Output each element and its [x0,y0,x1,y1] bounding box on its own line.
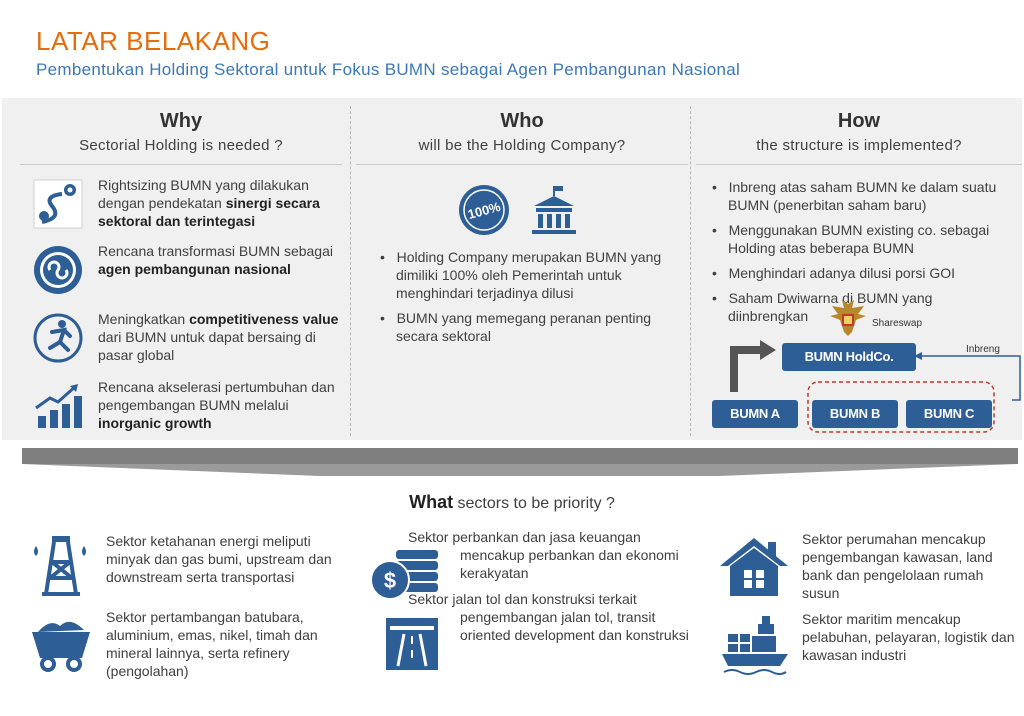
priority-sectors: What sectors to be priority ? Sektor ketahanan energi meliputi minyak dan gas bumi, upstream dan downstream serta transportasi Sektor pertambangan batubara, aluminium, emas, nikel, timah dan mineral lainnya, serta refinery (pengolahan) $ Sektor perbankan dan jasa keuangan mencakup perbankan dan ekonomi kerakyatan Sektor jalan tol dan konstruksi terkait pengembangan jalan tol, transit oriented development dan konstruksi Sektor perumahan mencakup pengembangan kawasan, land bank dan pengelolaan rumah susun Sektor maritim mencakup pelabuhan, pelayaran, logistik dan kawasan industri [0,476,1024,716]
mining-cart-icon [30,614,92,678]
who-bullet: • Holding Company merupakan BUMN yang dimiliki 100% oleh Pemerintah untuk menghindari terjadinya dilusi [380,249,662,301]
building-icon [528,184,580,236]
how-bullet: • Inbreng atas saham BUMN ke dalam suatu BUMN (penerbitan saham baru) [712,179,997,213]
why-heading: Why [159,110,203,132]
who-heading: Who [500,110,544,132]
how-column [696,98,1022,440]
how-bullet: • Saham Dwiwarna di BUMN yang diinbrengkan [712,290,933,324]
how-bullet: • Menggunakan BUMN existing co. sebagai Holding atas beberapa BUMN [712,222,990,256]
oil-rig-icon [28,532,94,602]
why-subheading: Sectorial Holding is needed ? [79,137,283,154]
transform-gear-icon [32,244,84,296]
what-heading: What sectors to be priority ? [409,492,615,512]
page-subtitle: Pembentukan Holding Sektoral untuk Fokus BUMN sebagai Agen Pembangunan Nasional [36,60,741,79]
holdco-box: BUMN HoldCo. [782,343,916,371]
why-column: Why Sectorial Holding is needed ? Rightsizing BUMN yang dilakukan dengan pendekatan sinergi secara sektoral dan terintegasi Rencana transformasi BUMN sebagai agen pembangunan nasional Meningkatkan competitiveness value dari BUMN untuk dapat bersaing di pasar global Rencana akselerasi pertumbuhan dan pengembangan BUMN melalui inorganic growth [20,98,342,440]
runner-icon [32,312,84,364]
shareswap-label: Shareswap [872,318,923,329]
divider-band [22,448,1018,464]
who-subheading: will be the Holding Company? [418,137,626,154]
ship-icon [722,614,788,680]
house-icon [718,536,790,602]
bumn-c-box: BUMN C [906,400,992,428]
page-title: LATAR BELAKANG [36,26,271,56]
percent-badge-icon [458,184,510,236]
growth-chart-icon [32,380,84,432]
how-bullet: • Menghindari adanya dilusi porsi GOI [712,265,956,281]
svg-text:100%: 100% [466,198,503,223]
how-heading: How [837,110,881,132]
route-map-icon [32,178,84,230]
highway-icon [384,616,440,676]
svg-text:$: $ [383,568,397,593]
bumn-a-box: BUMN A [712,400,798,428]
inbreng-label: Inbreng [966,344,1000,355]
top-panel [2,98,1022,440]
who-bullet: • BUMN yang memegang peranan penting secara sektoral [380,310,652,344]
who-column [356,98,688,440]
how-subheading: the structure is implemented? [756,137,962,154]
bumn-b-box: BUMN B [812,400,898,428]
